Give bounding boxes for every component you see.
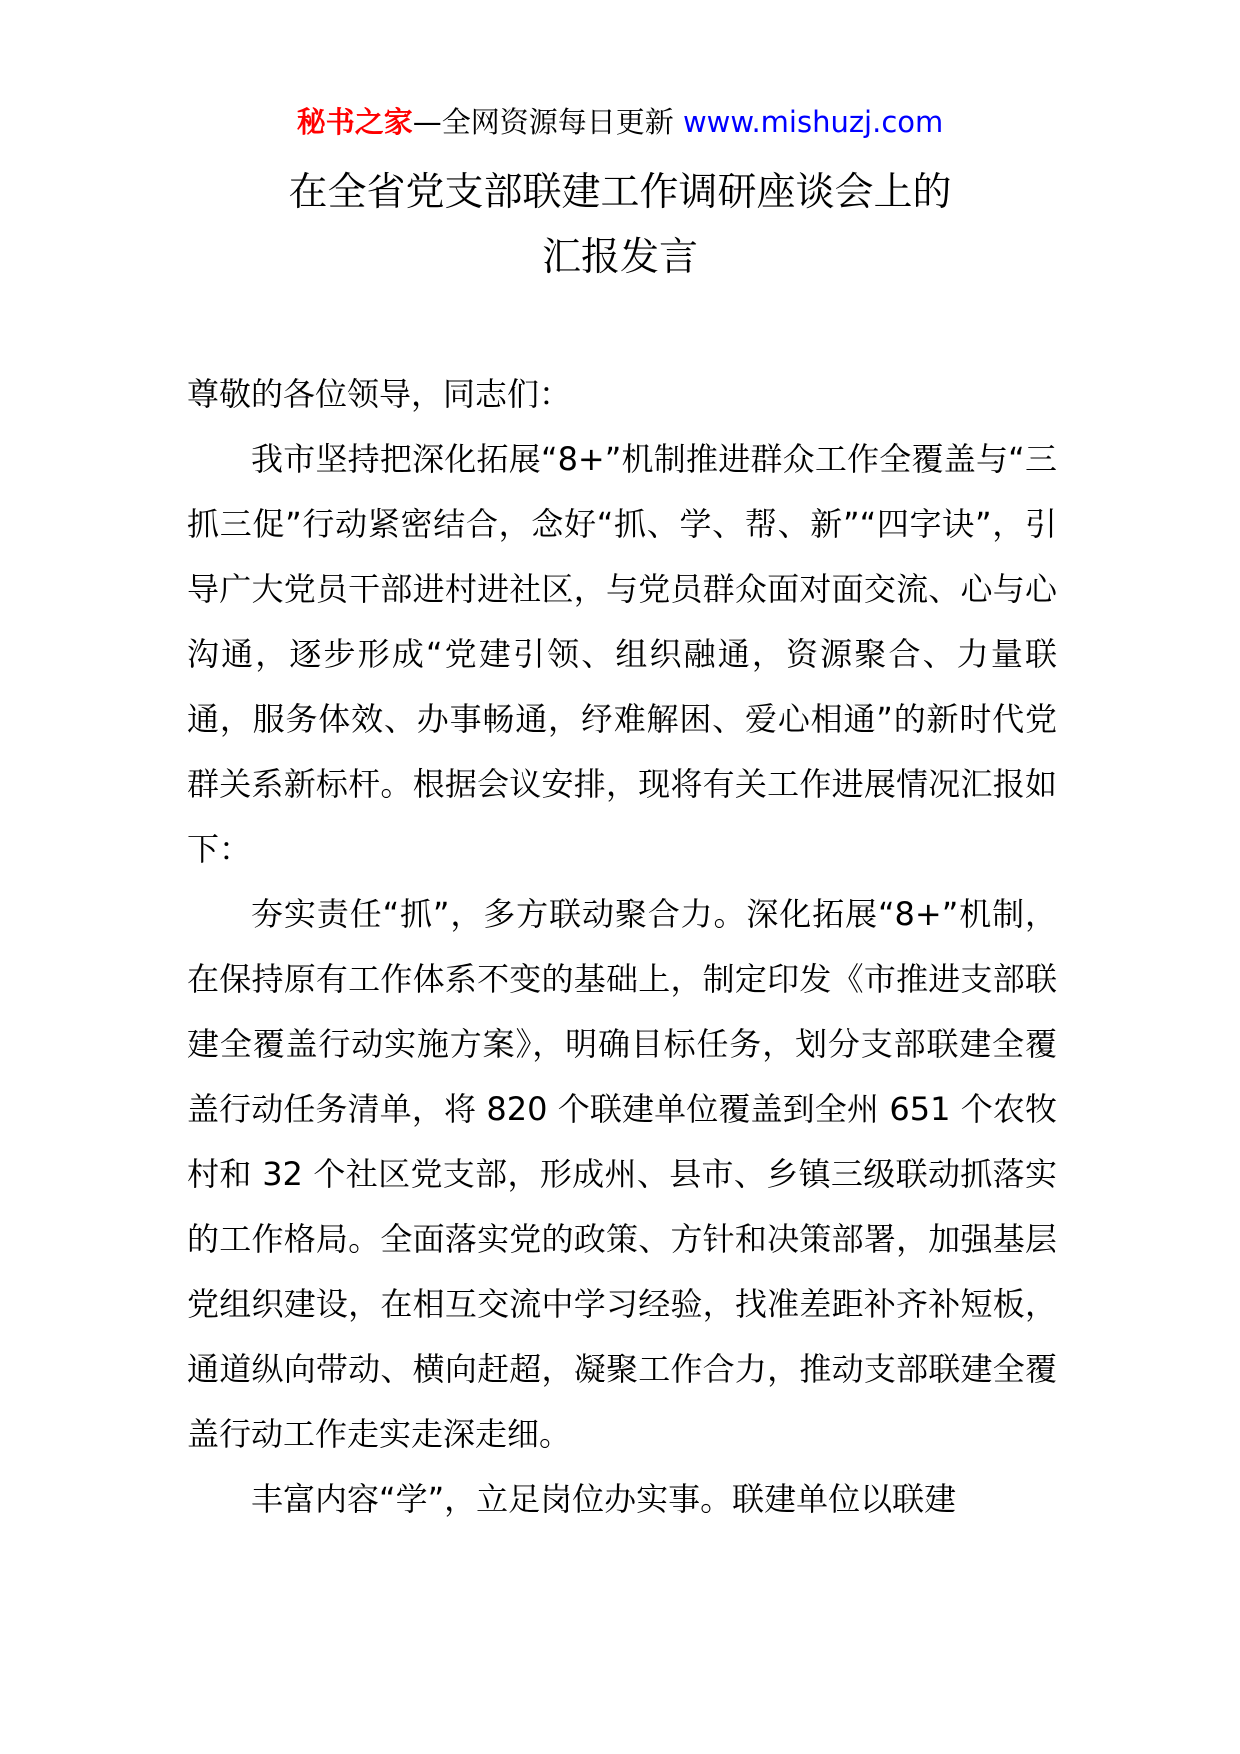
brand-name: 秘书之家 bbox=[296, 105, 413, 139]
paragraph-intro: 我市坚持把深化拓展“8+”机制推进群众工作全覆盖与“三抓三促”行动紧密结合，念好“抓、学、帮、新”“四字诀”，引导广大党员干部进村进社区，与党员群众面对面交流、心与心沟通，逐步形成“党建引领、组织融通，资源聚合、力量联通，服务体效、办事畅通，纾难解困、爱心相通”的新时代党群关系新标杆。根据会议安排，现将有关工作进展情况汇报如下： bbox=[187, 440, 1057, 868]
site-url[interactable]: www.mishuzj.com bbox=[682, 105, 944, 139]
header-tagline: —全网资源每日更新 bbox=[412, 105, 683, 139]
document-title-line-2: 汇报发言 bbox=[541, 235, 698, 280]
document-body bbox=[187, 362, 1057, 1532]
salutation: 尊敬的各位领导，同志们： bbox=[187, 375, 572, 413]
document-title-line-1: 在全省党支部联建工作调研座谈会上的 bbox=[288, 170, 952, 215]
paragraph-learning: 丰富内容“学”，立足岗位办实事。联建单位以联建 bbox=[251, 1480, 957, 1518]
paragraph-responsibility: 夯实责任“抓”，多方联动聚合力。深化拓展“8+”机制，在保持原有工作体系不变的基础上，制定印发《市推进支部联建全覆盖行动实施方案》，明确目标任务，划分支部联建全覆盖行动任务清单，将 820 个联建单位覆盖到全州 651 个农牧村和 32 个社区党支部，形成州、县市、乡镇三级联动抓落实的工作格局。全面落实党的政策、方针和决策部署，加强基层党组织建设，在相互交流中学习经验，找准差距补齐补短板，通道纵向带动、横向赶超，凝聚工作合力，推动支部联建全覆盖行动工作走实走深走细。 bbox=[187, 895, 1057, 1453]
site-header bbox=[0, 102, 1240, 142]
